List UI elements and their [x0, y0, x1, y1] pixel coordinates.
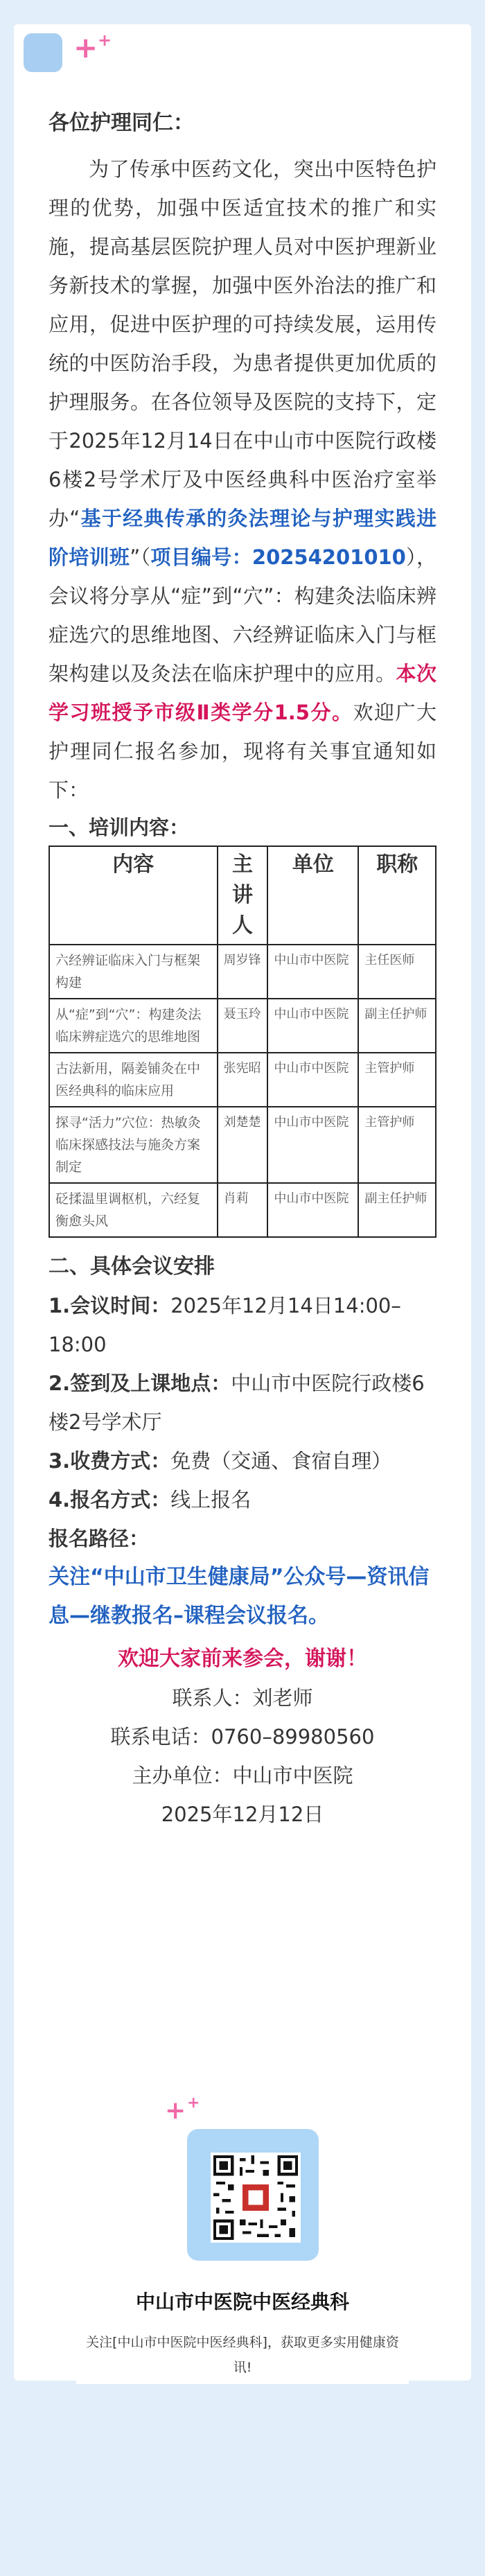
registration-method — [48, 1480, 436, 1519]
row-content: 砭揉温里调枢机，六经复衡愈头风 — [49, 1183, 218, 1237]
notice-content — [48, 104, 436, 1834]
fee-method-label: 3.收费方式： — [48, 1449, 171, 1473]
row-content: 六经辨证临床入门与框架构建 — [49, 945, 218, 999]
plus-icon: + — [98, 30, 112, 50]
contact-person: 联系人：刘老师 — [172, 1686, 313, 1710]
header-title: 职称 — [358, 846, 436, 945]
header-unit: 单位 — [267, 846, 358, 945]
fee-method — [48, 1442, 436, 1480]
qr-code-icon[interactable] — [211, 2153, 301, 2243]
welcome-message: 欢迎大家前来参会，谢谢！ — [118, 1647, 367, 1671]
plus-icon: + — [187, 2094, 200, 2112]
qr-frame — [187, 2129, 319, 2261]
meeting-time-label: 1.会议时间： — [48, 1294, 171, 1317]
meeting-time — [48, 1286, 436, 1364]
row-title: 主管护师 — [358, 1107, 436, 1183]
follow-line-2: 讯! — [233, 2360, 252, 2375]
row-speaker: 周岁锋 — [218, 945, 268, 999]
registration-path: 关注“中山市卫生健康局”公众号—资讯信息—继教报名–课程会议报名。 — [48, 1565, 430, 1628]
header-content: 内容 — [49, 846, 218, 945]
registration-method-label: 4.报名方式： — [48, 1488, 171, 1512]
registration-path-label-text: 报名路径： — [48, 1527, 150, 1550]
registration-method-value: 线上报名 — [170, 1488, 252, 1512]
header-speaker: 主讲人 — [218, 846, 268, 945]
meeting-place-label: 2.签到及上课地点： — [48, 1372, 231, 1395]
fee-method-value: 免费（交通、食宿自理） — [170, 1449, 392, 1473]
row-unit: 中山市中医院 — [267, 1107, 358, 1183]
plus-icon: + — [73, 30, 98, 64]
follow-line-1: 关注[中山市中医院中医经典科]，获取更多实用健康资 — [86, 2335, 399, 2350]
row-title: 主任医师 — [358, 945, 436, 999]
intro-text-2: ”（ — [130, 545, 151, 569]
row-content: 从“症”到“穴”：构建灸法临床辨症选穴的思维地图 — [49, 999, 218, 1053]
table-row — [49, 999, 436, 1053]
row-title: 副主任护师 — [358, 1183, 436, 1237]
credit-notice: 本次学习班授予市级Ⅱ类学分1.5分。 — [48, 662, 436, 724]
meeting-time-value: 2025年12月14日14:00–18:00 — [48, 1294, 401, 1356]
footer-organization: 中山市中医院中医经典科 — [135, 2290, 349, 2313]
intro-text-4: 欢迎广大护理同仁报名参加，现将有关事宜通知如下： — [48, 701, 436, 802]
row-speaker: 刘楚楚 — [218, 1107, 268, 1183]
meeting-place-value: 中山市中医院行政楼6楼2号学术厅 — [48, 1372, 425, 1434]
course-title: 基于经典传承的灸法理论与护理实践进阶培训班 — [48, 507, 436, 569]
row-unit: 中山市中医院 — [267, 1183, 358, 1237]
meeting-place — [48, 1364, 436, 1442]
row-speaker: 张宪昭 — [218, 1053, 268, 1107]
plus-icon: + — [165, 2096, 186, 2125]
schedule-section-title: 二、具体会议安排 — [48, 1254, 215, 1279]
project-number: 项目编号：20254201010 — [150, 545, 406, 569]
contact-phone: 联系电话：0760–89980560 — [110, 1725, 375, 1749]
table-row — [49, 1053, 436, 1107]
row-content: 古法新用，隔姜铺灸在中医经典科的临床应用 — [49, 1053, 218, 1107]
intro-text-3: ），会议将分享从“症”到“穴”：构建灸法临床辨症选穴的思维地图、六经辨证临床入门与框架构建以及灸法在临床护理中的应用。 — [48, 545, 436, 685]
registration-path-label — [48, 1519, 436, 1558]
table-row — [49, 1183, 436, 1237]
training-section-title: 一、培训内容： — [48, 816, 190, 839]
notice-date: 2025年12月12日 — [161, 1803, 324, 1826]
row-title: 副主任护师 — [358, 999, 436, 1053]
table-row — [49, 945, 436, 999]
row-title: 主管护师 — [358, 1053, 436, 1107]
follow-prompt — [76, 2327, 409, 2384]
row-speaker: 聂玉玲 — [218, 999, 268, 1053]
intro-paragraph — [48, 150, 436, 809]
host-organization: 主办单位：中山市中医院 — [132, 1764, 353, 1787]
schedule-section — [48, 1247, 436, 1636]
row-unit: 中山市中医院 — [267, 945, 358, 999]
row-unit: 中山市中医院 — [267, 1053, 358, 1107]
decorative-square-icon — [24, 33, 62, 72]
salutation: 各位护理同仁： — [48, 111, 194, 135]
table-row — [49, 1107, 436, 1183]
training-table — [48, 845, 436, 1238]
row-unit: 中山市中医院 — [267, 999, 358, 1053]
row-speaker: 肖莉 — [218, 1183, 268, 1237]
table-header-row — [49, 846, 436, 945]
row-content: 探寻“活力”穴位：热敏灸临床探感技法与施灸方案制定 — [49, 1107, 218, 1183]
intro-text-1: 为了传承中医药文化，突出中医特色护理的优势，加强中医适宜技术的推广和实施，提高基层医院护理人员对中医护理新业务新技术的掌握，加强中医外治法的推广和应用，促进中医护理的可持续发展，运用传统的中医防治手段，为患者提供更加优质的护理服务。在各位领导及医院的支持下，定于2025年12月14日在中山市中医院行政楼6楼2号学术厅及中医经典科中医治疗室举办“ — [48, 157, 436, 530]
